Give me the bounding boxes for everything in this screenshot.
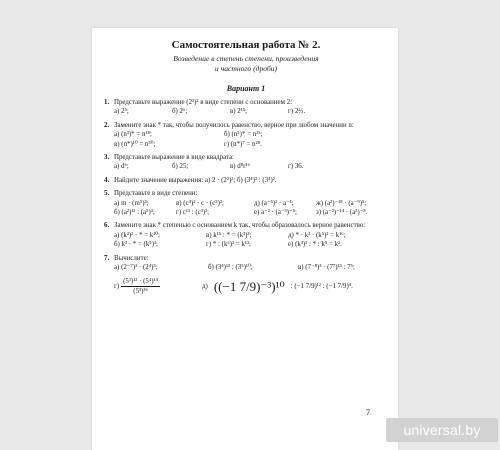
answer-row — [104, 208, 388, 217]
answer-option: б) (3⁴)¹³ : (3⁵)¹⁰; — [208, 264, 253, 272]
answer-option: е) (k³)³ : * : k⁵ = k². — [288, 241, 342, 249]
task-number: 6. — [104, 222, 110, 230]
answer-option: в) 2¹⁵; — [230, 108, 248, 116]
task-number: 1. — [104, 99, 110, 106]
task-1 — [104, 98, 388, 117]
answer-option: в) d⁸r¹⁶ — [230, 163, 250, 171]
textbook-page — [92, 28, 398, 450]
answer-option: б) 25; — [172, 163, 189, 171]
answer-option: в) (n*)¹⁰ = n⁵⁰; — [114, 140, 156, 148]
watermark-logo: universal.by — [386, 418, 498, 442]
answer-row — [104, 162, 388, 171]
task-7 — [104, 254, 388, 301]
answer-row — [104, 199, 388, 208]
answer-option: б) (a²)¹² : (a⁵)³; — [114, 209, 155, 217]
task-text: Вычислите: — [114, 254, 149, 262]
page-content — [104, 38, 388, 301]
task-6 — [104, 221, 388, 249]
answer-option: б) 2⁶; — [172, 108, 188, 116]
task-text: Представьте выражение (2³)² в виде степени с основанием 2: — [114, 99, 293, 106]
task-number: 5. — [104, 190, 110, 198]
page-number: 7 — [366, 408, 370, 417]
task-text: Представьте выражение в виде квадрата: — [114, 154, 234, 162]
answer-row — [104, 107, 388, 116]
answer-option: а) (2⁻⁷)³ · (2⁴)⁵; — [114, 264, 158, 272]
answer-option: д) * · k² · (k⁵)² = k¹⁶; — [288, 231, 346, 239]
answer-option: г) * : (k⁶)² = k¹³; — [206, 241, 251, 249]
answer-row — [104, 130, 388, 139]
answer-option: г) c¹³ : (c³)³; — [176, 209, 210, 217]
answer-option: а) d⁶; — [114, 163, 129, 171]
task-number: 7. — [104, 254, 110, 262]
task-text: Замените знак * степенью с основанием k так, чтобы образовалось верное равенство: — [114, 222, 366, 230]
page-title: Самостоятельная работа № 2. — [171, 39, 321, 51]
answer-option: а) (k²)² · * = k¹⁰; — [114, 231, 160, 239]
answer-option: е) a⁻² · (a⁻³)⁻⁵; — [254, 209, 297, 217]
answer-row — [104, 231, 388, 240]
expression-d-part1: ((−1 7/9)⁻³)¹⁰ — [213, 278, 285, 294]
task-number: 4. — [104, 176, 110, 184]
answer-option: б) k³ · * = (k⁵)³; — [114, 241, 158, 249]
fraction-g — [121, 277, 160, 296]
answer-row — [104, 263, 388, 272]
answer-option: в) (7⁻⁸)³ · (7⁷)¹³ : 7⁵; — [298, 264, 355, 272]
fraction-row — [104, 273, 388, 301]
answer-label-d: д) — [202, 282, 208, 290]
answer-row — [104, 240, 388, 249]
task-2 — [104, 121, 388, 149]
task-text: Замените знак * так, чтобы получилось равенство, верное при любом значении n: — [114, 121, 354, 129]
task-text: Представьте в виде степени: — [114, 190, 198, 198]
expression-d-part2: : (−1 7/9)¹² : (−1 7/9)⁴. — [290, 282, 353, 290]
task-3 — [104, 153, 388, 172]
answer-option: г) 36. — [288, 163, 304, 171]
answer-row — [104, 140, 388, 149]
answer-option: а) m · (m⁵)³; — [114, 199, 149, 207]
task-text: Найдите значение выражения: а) 2 · (2²)²; б) (3⁴)³ : (3⁴)². — [114, 176, 277, 184]
task-number: 3. — [104, 154, 110, 162]
answer-option: ж) (a²)⁻¹⁸ · (a⁻⁹)⁵; — [316, 199, 367, 207]
answer-option: г) 2⅔. — [288, 108, 306, 116]
answer-option: в) k¹⁵ : * = (k³)³; — [206, 231, 252, 239]
subtitle-line-1: Возведение в степень степени, произведения — [173, 54, 319, 63]
answer-option: в) (c⁴)² · c · (c⁵)²; — [176, 199, 224, 207]
answer-option: з) (a⁻²)⁻¹⁴ · (a³)⁻⁸. — [316, 209, 368, 217]
answer-option: а) (n³)* = n¹⁸; — [114, 131, 152, 139]
fraction-denominator: (5³)³⁶ — [133, 288, 148, 295]
answer-label-g: г) — [114, 282, 120, 290]
variant-heading: Вариант 1 — [226, 84, 266, 93]
subtitle-line-2: и частного (дроби) — [214, 64, 278, 73]
answer-option: д) (a⁻⁵)² · a⁻¹; — [254, 199, 294, 207]
task-4 — [104, 176, 388, 185]
answer-option: б) (n⁵)* = n²⁵; — [224, 131, 263, 139]
task-5 — [104, 189, 388, 217]
answer-option: г) (n*)⁷ = n²⁸. — [224, 140, 262, 148]
answer-option: а) 2⁵; — [114, 108, 129, 116]
task-number: 2. — [104, 121, 110, 129]
fraction-numerator: (5³)¹³ · (5⁴)¹⁴ — [123, 278, 159, 285]
